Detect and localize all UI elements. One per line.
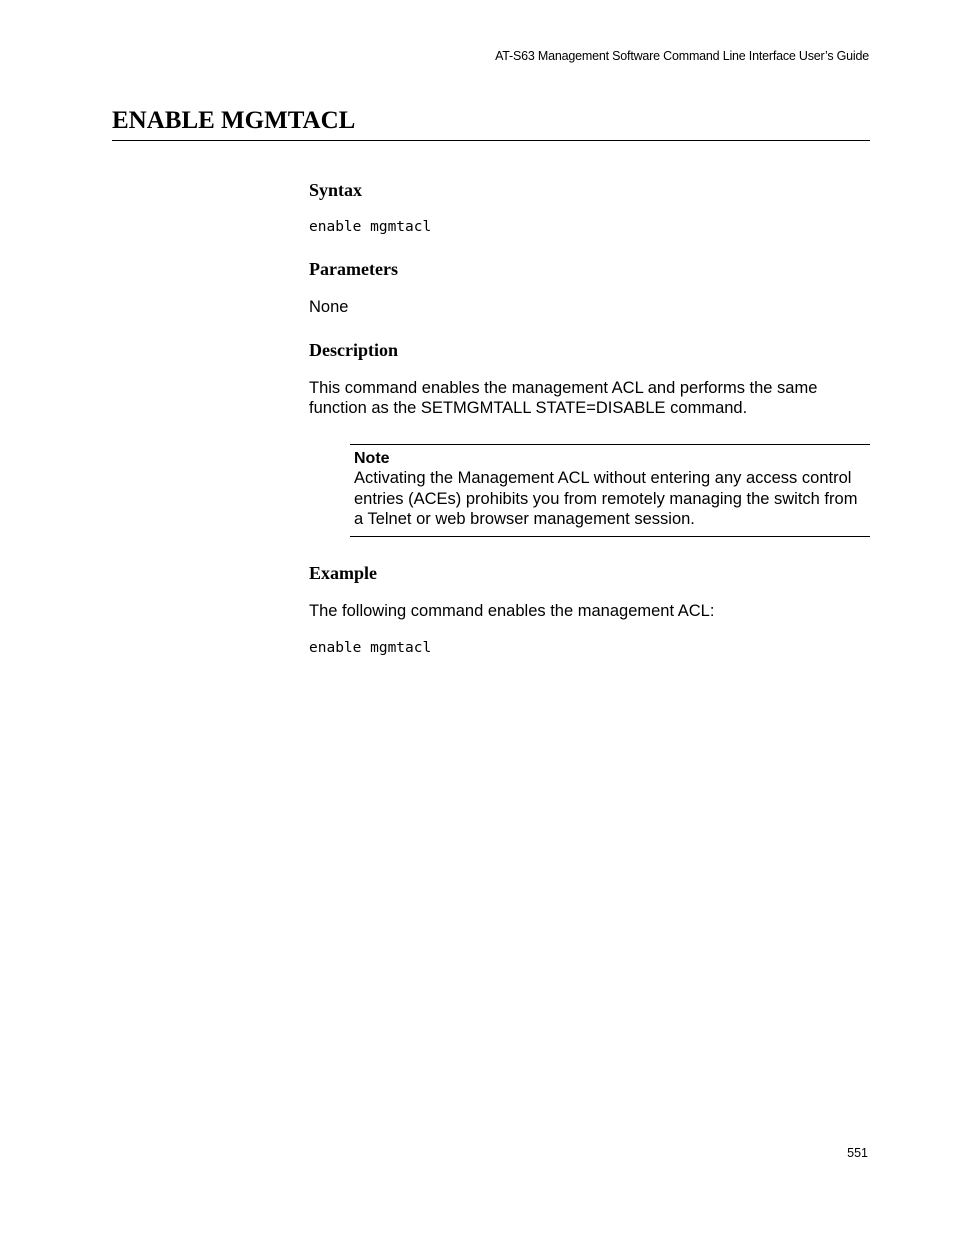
note-box (350, 444, 870, 537)
example-code: enable mgmtacl (309, 640, 432, 656)
note-text: Activating the Management ACL without entering any access control entries (ACEs) prohibits you from remotely managing the switch from a Telnet or web browser management session. (354, 469, 858, 528)
description-heading: Description (309, 340, 398, 360)
running-header: AT-S63 Management Software Command Line Interface User’s Guide (495, 49, 869, 63)
page-number: 551 (847, 1146, 868, 1160)
syntax-heading: Syntax (309, 180, 363, 200)
example-text: The following command enables the management ACL: (309, 602, 715, 620)
title-rule (112, 140, 870, 141)
parameters-heading: Parameters (309, 259, 398, 279)
description-text: This command enables the management ACL and performs the same function as the SETMGMTALL STATE=DISABLE command. (309, 379, 818, 417)
page-title: ENABLE MGMTACL (112, 107, 356, 134)
example-heading: Example (309, 563, 378, 583)
parameters-text: None (309, 298, 349, 316)
note-label: Note (354, 450, 390, 467)
syntax-code: enable mgmtacl (309, 219, 432, 235)
